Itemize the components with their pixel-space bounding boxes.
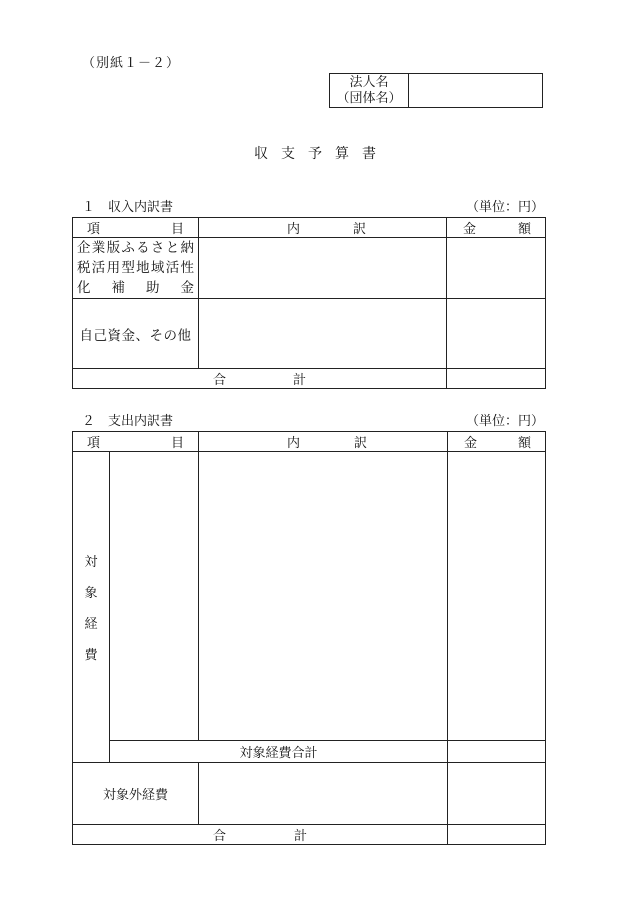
expense-section-title: ２ 支出内訳書 [82,414,174,429]
expense-total-row [73,825,546,845]
income-amount-own-funds[interactable] [447,299,546,369]
expense-total-label: 合 計 [73,825,448,845]
income-total-label: 合 計 [73,369,447,389]
covered-subtotal-amount[interactable] [448,741,546,763]
expense-total-amount[interactable] [448,825,546,845]
expense-header-row [73,432,546,452]
income-item-subsidy: 企業版ふるさと納 税活用型地域活性 化補助金 [73,238,199,299]
expense-table [72,431,546,845]
header-item: 項 目 [73,432,199,452]
expense-covered-row [73,452,546,741]
header-amount: 金 額 [447,218,546,238]
annex-label: （別紙１－２） [82,56,181,71]
header-amount: 金 額 [448,432,546,452]
non-covered-breakdown-cell[interactable] [199,763,448,825]
document-title: 収支予算書 [254,146,389,162]
income-unit-label: （単位：円） [465,200,544,215]
covered-expenses-label: 対 象 経 費 [73,452,110,763]
covered-subtotal-label: 対象経費合計 [110,741,448,763]
non-covered-label: 対象外経費 [73,763,199,825]
header-item: 項 目 [73,218,199,238]
corporation-name-field[interactable] [409,74,542,107]
income-breakdown-own-funds[interactable] [199,299,447,369]
covered-item-cell[interactable] [110,452,199,741]
header-breakdown: 内 訳 [199,432,448,452]
income-row-own-funds [73,299,546,369]
income-row-subsidy [73,238,546,299]
covered-breakdown-cell[interactable] [199,452,448,741]
income-total-amount[interactable] [447,369,546,389]
covered-amount-cell[interactable] [448,452,546,741]
income-table [72,217,546,389]
corporation-name-box [329,73,543,108]
covered-subtotal-row [73,741,546,763]
corporation-label-line1: 法人名 [349,75,389,90]
income-header-row [73,218,546,238]
expense-unit-label: （単位：円） [465,414,544,429]
non-covered-amount-cell[interactable] [448,763,546,825]
income-breakdown-subsidy[interactable] [199,238,447,299]
income-total-row [73,369,546,389]
income-amount-subsidy[interactable] [447,238,546,299]
non-covered-row [73,763,546,825]
corporation-label-line2: （団体名） [336,91,402,106]
income-item-own-funds: 自己資金、その他 [73,299,199,369]
header-breakdown: 内 訳 [199,218,447,238]
income-section-title: １ 収入内訳書 [82,200,174,215]
corporation-name-label [330,74,409,107]
